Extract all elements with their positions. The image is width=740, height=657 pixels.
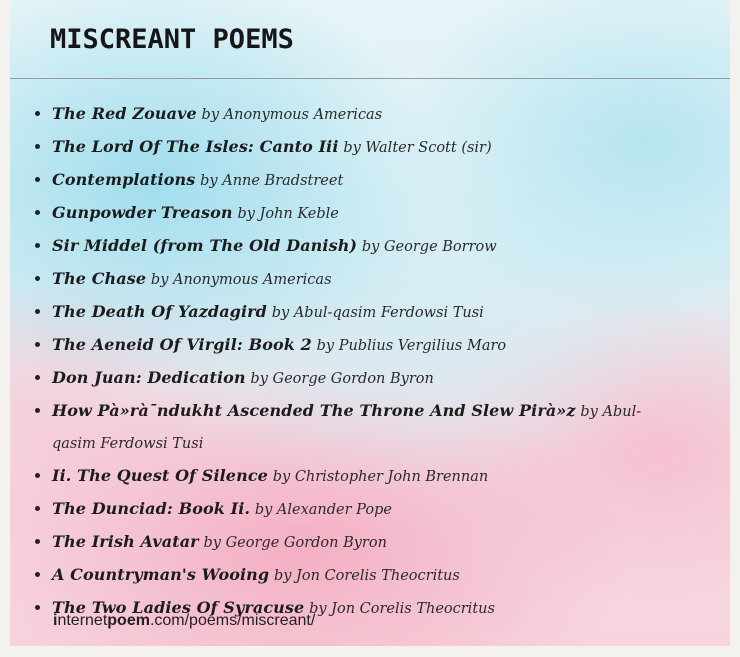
poem-card [10,0,730,646]
list-item [52,526,672,559]
poem-author: by Abul-qasim Ferdowsi Tusi [52,404,642,452]
list-item [52,263,672,296]
list-item [52,230,672,263]
footer-url-poem: poem [107,612,150,629]
poem-author: by Alexander Pope [254,502,392,518]
poem-title-link[interactable]: How Pà»rà¯ndukht Ascended The Throne And Slew Pirà»z [52,401,576,420]
list-item [52,395,672,460]
poem-title-link[interactable]: Gunpowder Treason [52,203,233,222]
poem-author: by Anonymous Americas [150,272,332,288]
poem-author: by Jon Corelis Theocritus [309,601,495,617]
page-title: MISCREANT POEMS [50,24,294,55]
poem-author: by Walter Scott (sir) [343,140,492,156]
poem-title-link[interactable]: Don Juan: Dedication [52,368,246,387]
footer-url-nternet: nternet [57,612,108,629]
poem-title-link[interactable]: The Aeneid Of Virgil: Book 2 [52,335,312,354]
poem-author: by Christopher John Brennan [272,469,489,485]
list-item [52,559,672,592]
poem-title-link[interactable]: The Red Zouave [52,104,197,123]
list-item [52,329,672,362]
site-url-footer[interactable] [53,612,315,630]
poem-title-link[interactable]: Ii. The Quest Of Silence [52,466,268,485]
poem-author: by Publius Vergilius Maro [316,338,507,354]
poem-author: by Jon Corelis Theocritus [273,568,460,584]
poem-author: by Anne Bradstreet [200,173,344,189]
poem-title-link[interactable]: The Dunciad: Book Ii. [52,499,251,518]
list-item [52,493,672,526]
list-item [52,362,672,395]
list-item [52,197,672,230]
list-item [52,98,672,131]
poem-list [10,98,672,625]
footer-url-path: .com/poems/miscreant/ [149,612,316,629]
poem-author: by John Keble [237,206,339,222]
poem-author: by George Gordon Byron [203,535,387,551]
poem-author: by Anonymous Americas [201,107,383,123]
list-item [52,460,672,493]
poem-author: by George Gordon Byron [250,371,434,387]
list-item [52,131,672,164]
poem-author: by Abul-qasim Ferdowsi Tusi [271,305,484,321]
poem-title-link[interactable]: The Chase [52,269,147,288]
poem-title-link[interactable]: The Irish Avatar [52,532,199,551]
poem-title-link[interactable]: Contemplations [52,170,196,189]
poem-title-link[interactable]: The Death Of Yazdagird [52,302,267,321]
poem-author: by George Borrow [361,239,497,255]
list-item [52,296,672,329]
poem-title-link[interactable]: The Two Ladies Of Syracuse [52,598,305,617]
poem-title-link[interactable]: The Lord Of The Isles: Canto Iii [52,137,339,156]
footer-url-i: i [53,612,58,629]
title-divider [10,78,730,79]
poem-title-link[interactable]: Sir Middel (from The Old Danish) [52,236,358,255]
poem-title-link[interactable]: A Countryman's Wooing [52,565,270,584]
list-item [52,164,672,197]
